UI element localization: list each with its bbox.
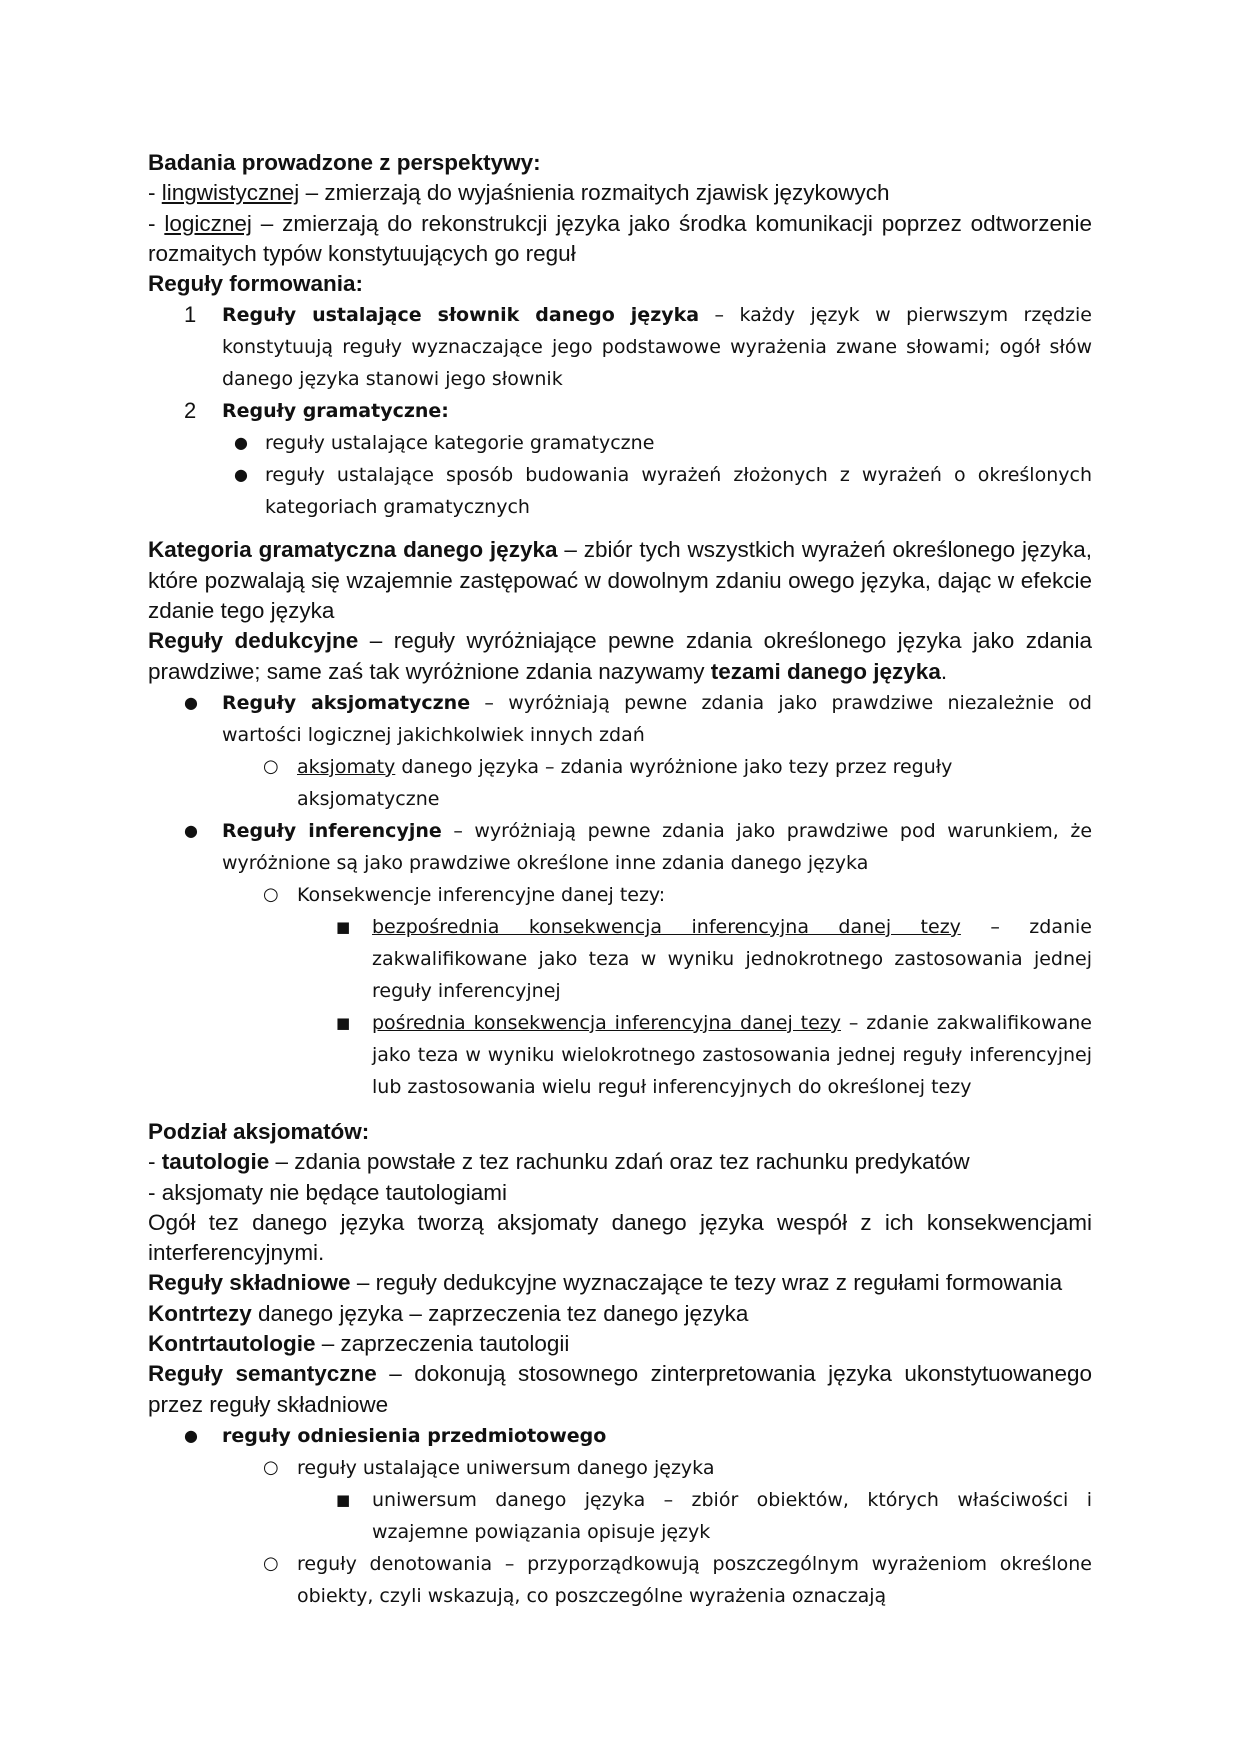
list-line-aksjomaty: - aksjomaty nie będące tautologiami (148, 1179, 507, 1205)
term-aksjomatyczne: Reguły aksjomatyczne (222, 691, 471, 714)
bullet-icon: ● (184, 1425, 198, 1445)
term-odniesienia: reguły odniesienia przedmiotowego (222, 1424, 607, 1447)
definition-text: – zbiór tych wszystkich wyrażeń określonego języka, które pozwalają się wzajemnie zastępować w dowolnym zdaniu owego języka, dając w efekcie zdanie tego języka (148, 537, 1092, 624)
square-item-bezposrednia (148, 911, 1092, 1007)
paragraph-kontrtautologie (148, 1329, 1092, 1359)
spacer (148, 1103, 1092, 1117)
list-line-tautologie (148, 1147, 1092, 1177)
circle-item-denotowanie (148, 1548, 1092, 1612)
term-semantyczne: Reguły semantyczne (148, 1361, 377, 1387)
definition-text: – wyróżniają pewne zdania jako prawdziwe pod warunkiem, że wyróżnione są jako prawdziwe określone inne zdania danego języka (222, 819, 1093, 874)
section-heading-formowania: Reguły formowania: (148, 271, 364, 297)
bullet-text: reguły ustalające sposób budowania wyrażeń złożonych z wyrażeń o określonych kategoriach gramatycznych (265, 464, 1092, 519)
perspective-item-logiczna (148, 209, 1092, 270)
number-marker: 2 (184, 398, 197, 424)
bullet-icon: ● (234, 433, 248, 453)
bullet-item-kategorie (148, 427, 1092, 459)
bullet-item-inferencyjne (148, 815, 1092, 879)
perspective-item-lingwistyczna (148, 178, 1092, 208)
definition-text: – zdanie zakwalifikowane jako teza w wyniku wielokrotnego zastosowania jednej reguły inferencyjnej lub zastosowania wielu reguł inferencyjnych do określonej tezy (372, 1011, 1092, 1098)
term-kategoria: Kategoria gramatyczna danego języka (148, 537, 558, 563)
term-skladniowe: Reguły składniowe (148, 1270, 351, 1296)
numbered-item-2 (148, 395, 1092, 427)
paragraph-kategoria (148, 535, 1092, 626)
term-tezy: tezami danego języka (710, 658, 941, 684)
square-bullet-icon: ■ (336, 917, 351, 936)
definition-text: – zaprzeczenia tautologii (315, 1331, 570, 1357)
bullet-text: reguły ustalające kategorie gramatyczne (265, 432, 655, 455)
circle-bullet-icon: ○ (263, 883, 279, 905)
bullet-item-aksjomatyczne (148, 687, 1092, 751)
term-slownik: Reguły ustalające słownik danego języka (222, 304, 700, 327)
term-tautologie: tautologie (161, 1149, 270, 1175)
circle-bullet-icon: ○ (263, 755, 279, 777)
paragraph-skladniowe (148, 1268, 1092, 1298)
term-logicznej: logicznej (164, 210, 252, 236)
bullet-item-budowanie (148, 459, 1092, 523)
definition-text: – reguły wyróżniające pewne zdania określonego języka jako zdania prawdziwe; same zaś tak wyróżnione zdania nazywamy (148, 628, 1092, 684)
document-content (148, 148, 1092, 1612)
term-lingwistycznej: lingwistycznej (161, 180, 300, 206)
square-item-uniwersum-def (148, 1484, 1092, 1548)
square-item-posrednia (148, 1007, 1092, 1103)
definition-text: – zmierzają do rekonstrukcji języka jako środka komunikacji poprzez odtworzenie rozmaitych typów konstytuujących go reguł (148, 210, 1092, 266)
circle-bullet-icon: ○ (263, 1552, 279, 1574)
term-gramatyczne: Reguły gramatyczne: (222, 400, 449, 423)
definition-text: reguły denotowania – przyporządkowują poszczególnym wyrażeniom określone obiekty, czyli wskazują, co poszczególne wyrażenia oznaczają (297, 1552, 1092, 1607)
definition-text: danego języka – zdania wyróżnione jako tezy przez reguły aksjomatyczne (297, 755, 953, 810)
paragraph-dedukcyjne (148, 626, 1092, 687)
square-bullet-icon: ■ (336, 1490, 351, 1509)
bullet-item-odniesienia (148, 1420, 1092, 1452)
definition-text: – zdanie zakwalifikowane jako teza w wyniku jednokrotnego zastosowania jednej reguły inferencyjnej (372, 915, 1092, 1002)
section-heading-perspektywy: Badania prowadzone z perspektywy: (148, 150, 541, 175)
paragraph-kontrtezy (148, 1299, 1092, 1329)
term-kontrtautologie: Kontrtautologie (148, 1331, 316, 1357)
list-text: Konsekwencje inferencyjne danej tezy: (297, 883, 666, 906)
term-posrednia: pośrednia konsekwencja inferencyjna danej tezy (372, 1011, 841, 1034)
definition-text: – każdy język w pierwszym rzędzie konstytuują reguły wyznaczające jego podstawowe wyrażenia zwane słowami; ogół słów danego języka stanowi jego słownik (222, 304, 1092, 391)
circle-item-aksjomaty (148, 751, 1092, 815)
list-text: reguły ustalające uniwersum danego języka (297, 1456, 715, 1479)
bullet-icon: ● (184, 820, 198, 840)
definition-text: danego języka – zaprzeczenia tez danego języka (251, 1300, 749, 1326)
term-dedukcyjne: Reguły dedukcyjne (148, 628, 359, 654)
square-bullet-icon: ■ (336, 1013, 351, 1032)
number-marker: 1 (184, 302, 197, 328)
circle-item-uniwersum (148, 1452, 1092, 1484)
term-bezposrednia: bezpośrednia konsekwencja inferencyjna danej tezy (372, 915, 961, 938)
dash: - (148, 1149, 162, 1175)
bullet-icon: ● (234, 465, 248, 485)
term-aksjomaty: aksjomaty (297, 755, 396, 778)
dash: - (148, 180, 162, 206)
period: . (940, 658, 948, 684)
numbered-item-1 (148, 299, 1092, 395)
definition-text: – reguły dedukcyjne wyznaczające te tezy wraz z regułami formowania (350, 1270, 1063, 1296)
section-heading-podzial: Podział aksjomatów: (148, 1118, 370, 1144)
paragraph-semantyczne (148, 1359, 1092, 1420)
definition-text: – zmierzają do wyjaśnienia rozmaitych zjawisk językowych (299, 180, 890, 206)
definition-text: uniwersum danego języka – zbiór obiektów, których właściwości i wzajemne powiązania opisuje język (372, 1488, 1092, 1543)
definition-text: – dokonują stosownego zinterpretowania języka ukonstytuowanego przez reguły składniowe (148, 1361, 1092, 1417)
paragraph-ogol: Ogół tez danego języka tworzą aksjomaty danego języka wespół z ich konsekwencjami interferencyjnymi. (148, 1209, 1092, 1266)
definition-text: – wyróżniają pewne zdania jako prawdziwe niezależnie od wartości logicznej jakichkolwiek innych zdań (222, 691, 1092, 746)
term-kontrtezy: Kontrtezy (148, 1300, 252, 1326)
definition-text: – zdania powstałe z tez rachunku zdań oraz tez rachunku predykatów (269, 1149, 970, 1175)
bullet-icon: ● (184, 692, 198, 712)
dash: - (148, 210, 165, 236)
term-inferencyjne: Reguły inferencyjne (222, 819, 442, 842)
circle-item-konsekwencje (148, 879, 1092, 911)
spacer (148, 523, 1092, 535)
circle-bullet-icon: ○ (263, 1456, 279, 1478)
